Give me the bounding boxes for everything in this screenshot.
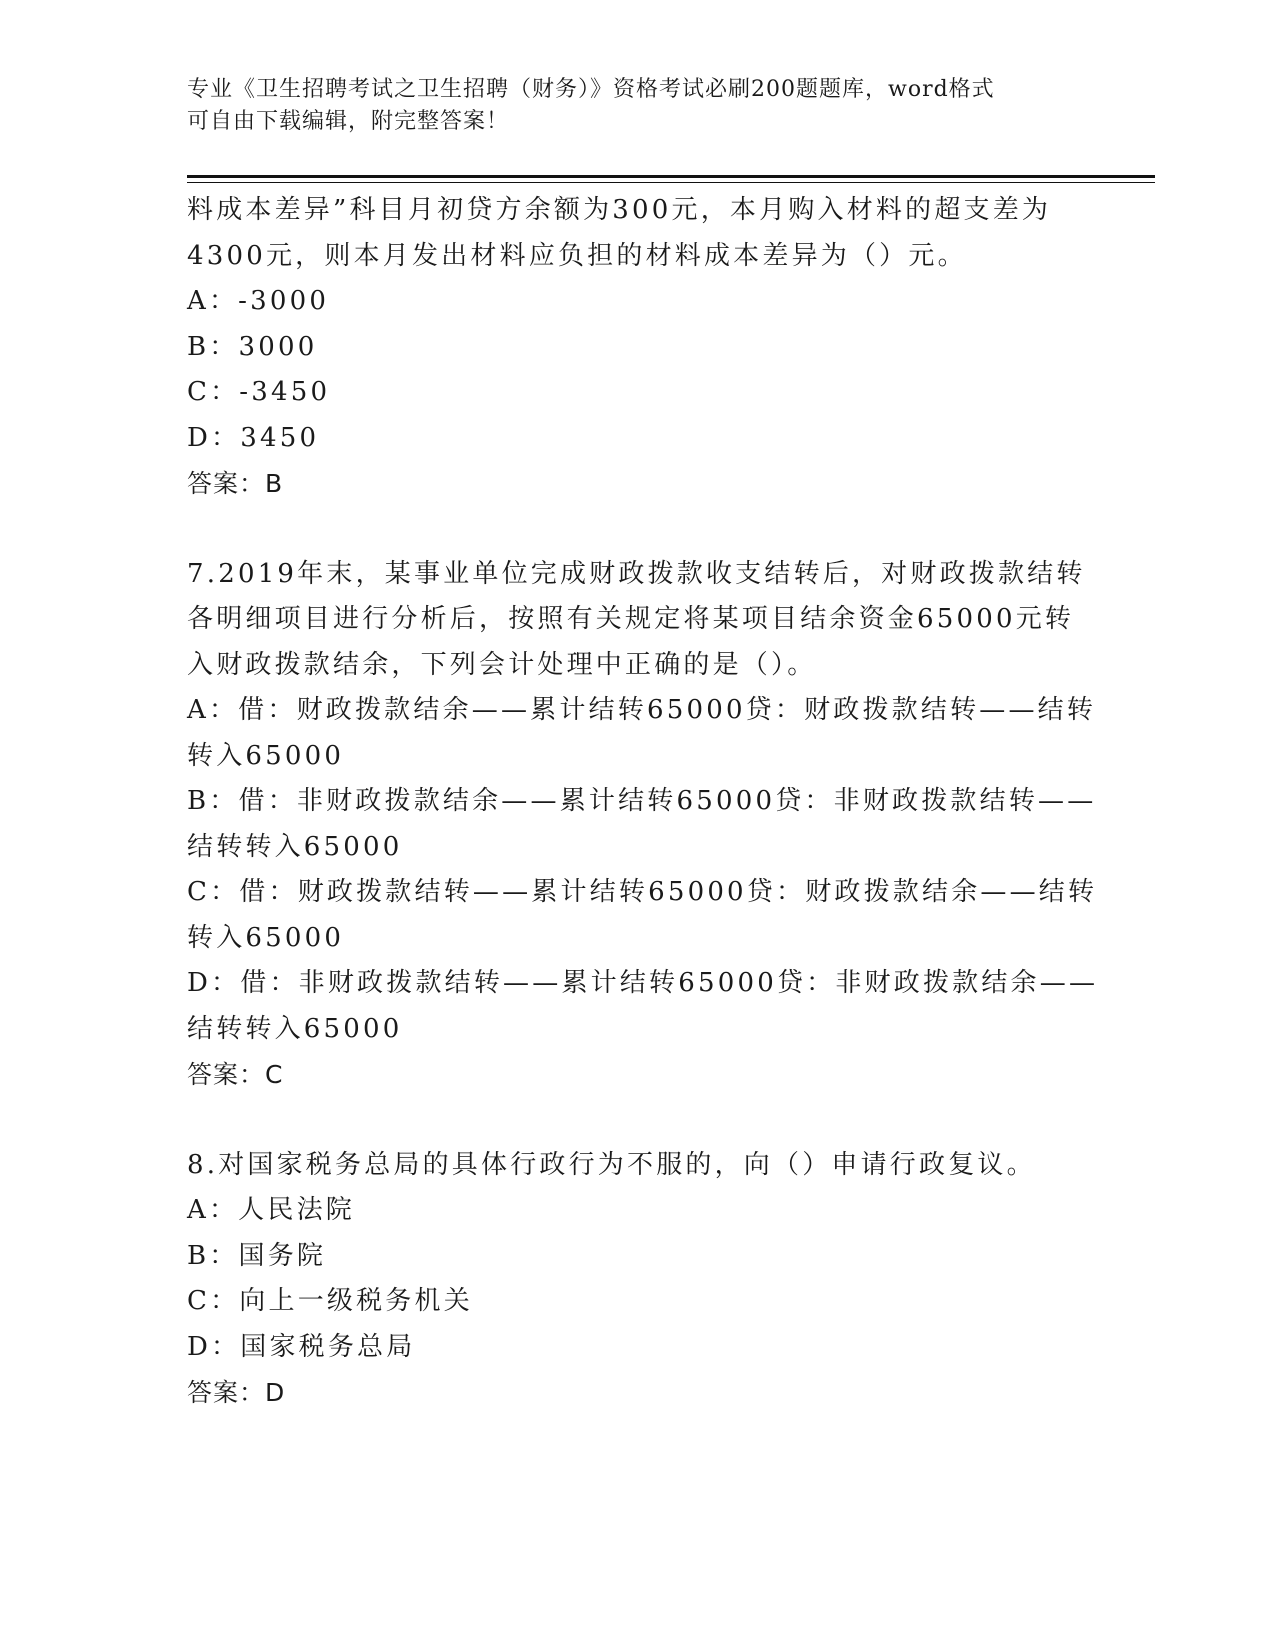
document-body <box>187 188 1099 1416</box>
option-b: B：3000 <box>187 331 318 362</box>
answer-line: 答案：B <box>187 469 284 498</box>
spacer <box>187 1098 1087 1143</box>
header-divider-thin <box>187 182 1155 183</box>
document-header <box>187 74 1067 138</box>
question-text-line: 各明细项目进行分析后，按照有关规定将某项目结余资金65000元转 <box>187 604 1075 634</box>
option-a-continued: 转入65000 <box>187 740 345 771</box>
option-b: B：借：非财政拨款结余——累计结转65000贷：非财政拨款结转—— <box>187 786 1097 816</box>
option-d: D：国家税务总局 <box>187 1331 416 1362</box>
spacer <box>187 507 1087 552</box>
header-divider-thick <box>187 175 1155 178</box>
question-text-line: 7.2019年末，某事业单位完成财政拨款收支结转后，对财政拨款结转 <box>187 558 1086 589</box>
question-text-line: 8.对国家税务总局的具体行政行为不服的，向（）申请行政复议。 <box>187 1149 1036 1180</box>
question-text-line: 4300元，则本月发出材料应负担的材料成本差异为（）元。 <box>187 240 967 271</box>
question-text-line: 入财政拨款结余，下列会计处理中正确的是（）。 <box>187 649 817 680</box>
option-c: C：借：财政拨款结转——累计结转65000贷：财政拨款结余——结转 <box>187 877 1098 907</box>
option-c: C：-3450 <box>187 377 331 407</box>
answer-line: 答案：D <box>187 1378 286 1407</box>
question-7 <box>187 552 1099 1098</box>
question-6 <box>187 188 1087 507</box>
option-a: A：人民法院 <box>187 1195 355 1225</box>
option-d: D：3450 <box>187 422 320 453</box>
header-title-line-2: 可自由下载编辑，附完整答案！ <box>187 109 510 134</box>
option-d: D：借：非财政拨款结转——累计结转65000贷：非财政拨款结余—— <box>187 968 1099 998</box>
option-c-continued: 转入65000 <box>187 922 345 953</box>
option-d-continued: 结转转入65000 <box>187 1013 403 1044</box>
option-c: C：向上一级税务机关 <box>187 1286 473 1316</box>
answer-line: 答案：C <box>187 1060 284 1089</box>
option-a: A：借：财政拨款结余——累计结转65000贷：财政拨款结转——结转 <box>187 695 1097 725</box>
question-8 <box>187 1143 1087 1416</box>
option-b-continued: 结转转入65000 <box>187 831 403 862</box>
option-a: A：-3000 <box>187 286 330 316</box>
option-b: B：国务院 <box>187 1240 327 1271</box>
header-title-line-1: 专业《卫生招聘考试之卫生招聘（财务）》资格考试必刷200题题库，word格式 <box>187 77 995 102</box>
question-text-line: 料成本差异”科目月初贷方余额为300元，本月购入材料的超支差为 <box>187 195 1052 225</box>
